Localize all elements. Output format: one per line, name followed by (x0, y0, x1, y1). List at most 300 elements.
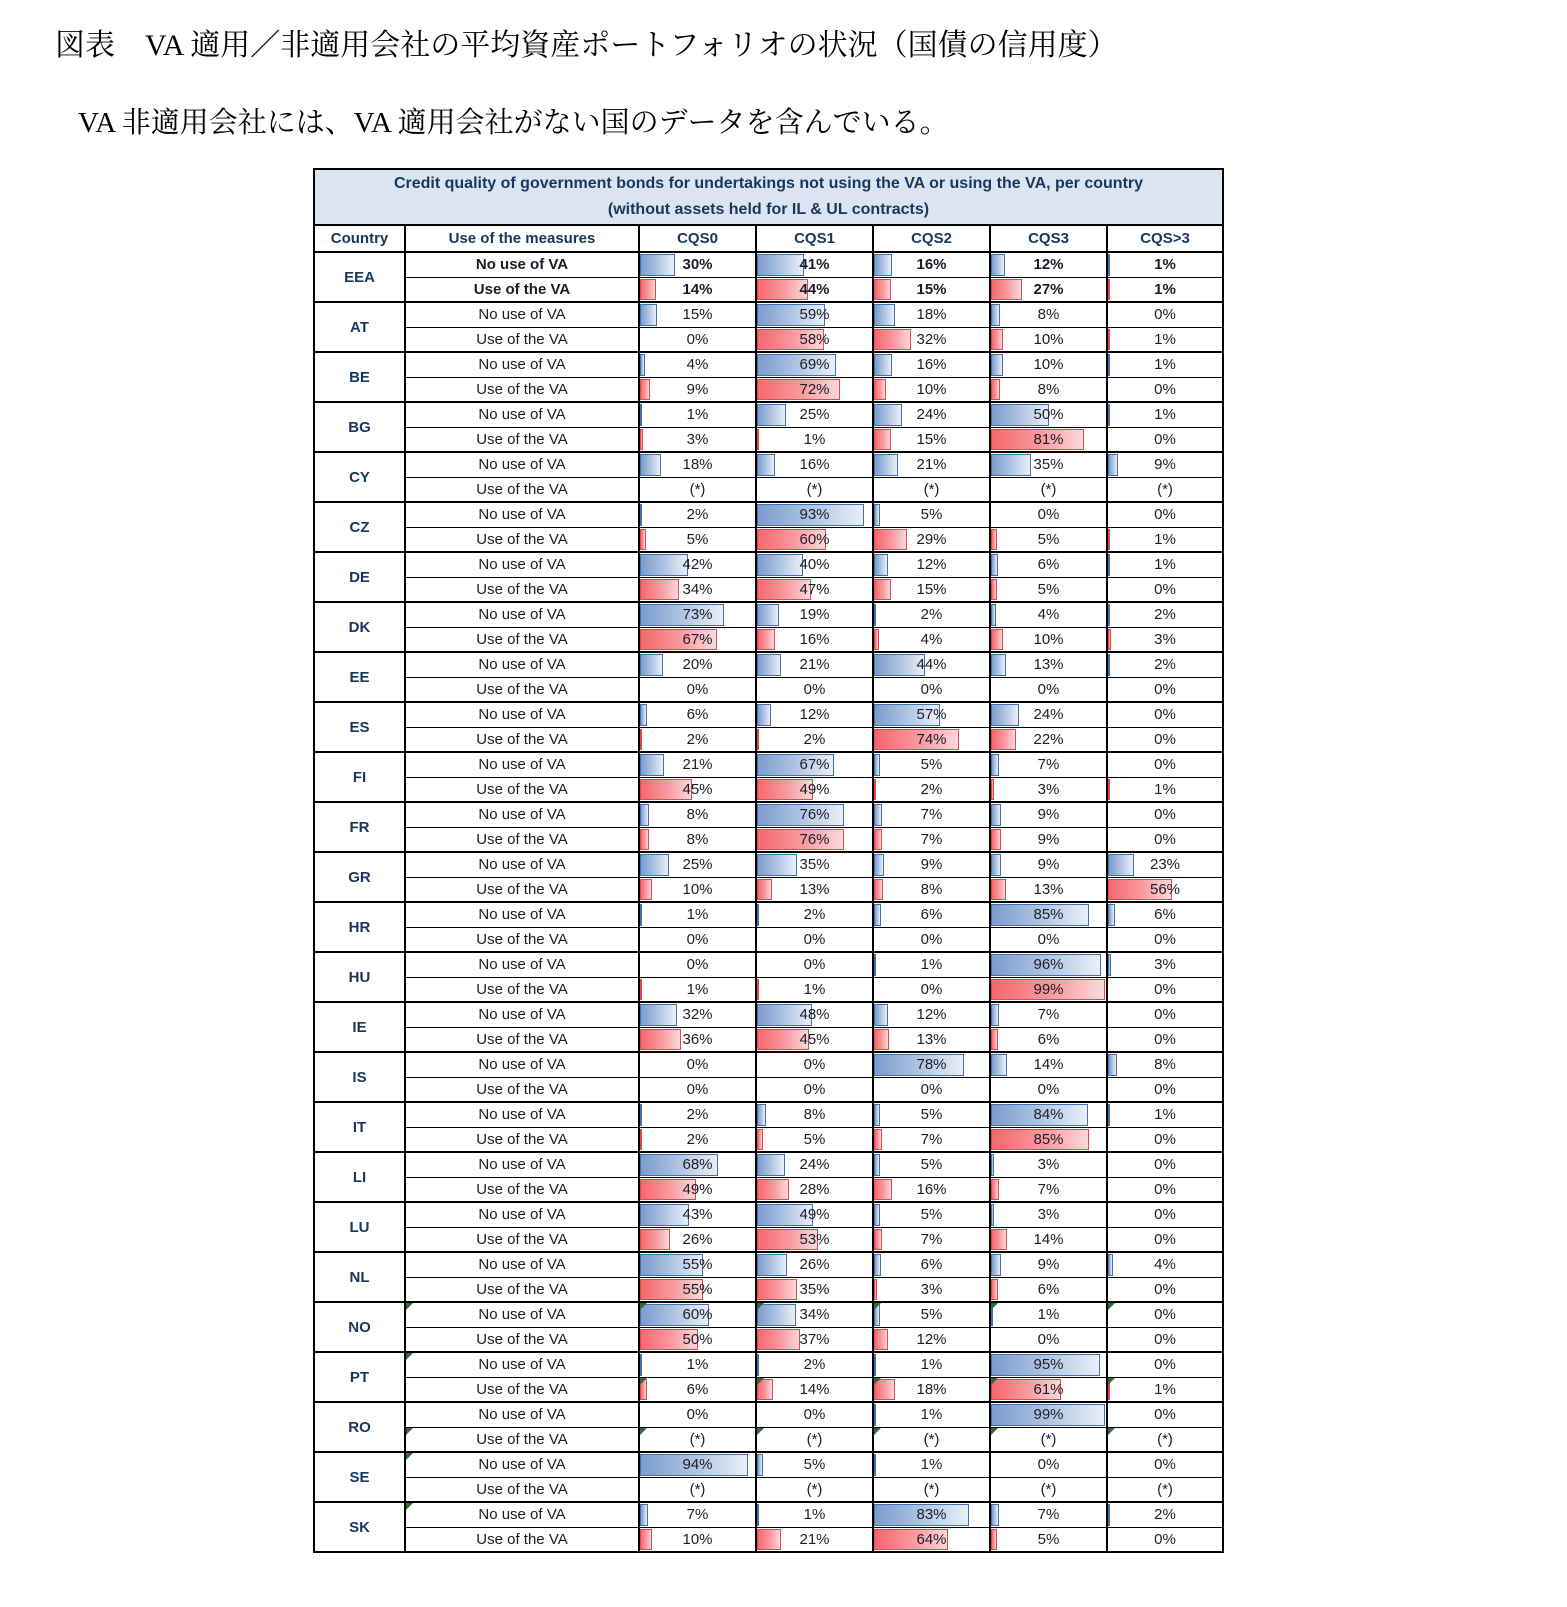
value-text: 0% (1154, 1330, 1176, 1348)
value-cell (1107, 627, 1223, 652)
value-cell (756, 1177, 873, 1202)
value-cell (1107, 577, 1223, 602)
value-text: 6% (1037, 1280, 1060, 1298)
value-text: 0% (1154, 680, 1176, 698)
value-text: 1% (920, 1456, 943, 1474)
value-cell (756, 1327, 873, 1352)
no-use-bar (874, 404, 902, 426)
country-cell-sk: SK (314, 1502, 405, 1552)
country-cell-fi: FI (314, 752, 405, 802)
value-text: 60% (682, 1306, 713, 1324)
value-text: 0% (1154, 1080, 1176, 1098)
value-cell (990, 1427, 1107, 1452)
value-cell (873, 1477, 990, 1502)
value-cell (1107, 1477, 1223, 1502)
value-text: 1% (920, 956, 943, 974)
value-cell (873, 477, 990, 502)
table-title-line1: Credit quality of government bonds for undertakings not using the VA or using the VA, per country (393, 175, 1144, 193)
value-text: 0% (686, 330, 709, 348)
value-text: 3% (1154, 630, 1176, 648)
no-use-bar (874, 754, 880, 776)
value-text: 1% (1154, 356, 1176, 374)
value-cell (756, 277, 873, 302)
value-text: 0% (1154, 706, 1176, 724)
value-text: (*) (923, 1480, 940, 1498)
value-cell (639, 402, 756, 427)
measure-label: No use of VA (405, 402, 639, 427)
value-text: 4% (1154, 1256, 1176, 1274)
green-corner-marker (1108, 1303, 1115, 1310)
value-cell (873, 452, 990, 477)
no-use-bar (874, 354, 892, 376)
no-use-bar (874, 1454, 876, 1476)
value-text: 43% (682, 1206, 713, 1224)
use-bar (757, 1279, 797, 1301)
value-text: 10% (1033, 330, 1064, 348)
value-cell (1107, 1052, 1223, 1077)
no-use-bar (757, 854, 797, 876)
measure-label: No use of VA (405, 302, 639, 327)
measure-label: Use of the VA (405, 1477, 639, 1502)
value-text: 58% (799, 330, 830, 348)
table-row-use (314, 577, 1223, 602)
use-bar (640, 1029, 681, 1051)
green-corner-marker (640, 1378, 647, 1385)
no-use-bar (874, 854, 884, 876)
value-cell (990, 502, 1107, 527)
use-bar (640, 529, 646, 551)
table-row-no-use (314, 702, 1223, 727)
value-text: 21% (799, 1530, 830, 1548)
table-row-no-use (314, 502, 1223, 527)
measure-label: Use of the VA (405, 1277, 639, 1302)
value-text: 0% (1037, 1080, 1060, 1098)
value-text: 0% (686, 1056, 709, 1074)
value-cell (873, 327, 990, 352)
value-cell (990, 327, 1107, 352)
value-text: 8% (1037, 306, 1060, 324)
no-use-bar (1108, 1504, 1110, 1526)
no-use-bar (757, 1504, 759, 1526)
table-title-line2: (without assets held for IL & UL contracts) (607, 201, 930, 218)
measure-label: Use of the VA (405, 377, 639, 402)
value-cell (639, 702, 756, 727)
value-text: 45% (799, 1030, 830, 1048)
use-bar (991, 579, 997, 601)
value-text: 50% (1033, 406, 1064, 424)
value-text: 1% (803, 1506, 826, 1524)
value-cell (873, 927, 990, 952)
value-cell (990, 927, 1107, 952)
value-cell (1107, 377, 1223, 402)
green-corner-marker (640, 1428, 647, 1435)
value-cell (639, 1352, 756, 1377)
value-cell (756, 602, 873, 627)
value-cell (873, 777, 990, 802)
value-cell (639, 577, 756, 602)
table-row-use (314, 777, 1223, 802)
value-cell (756, 952, 873, 977)
value-text: 13% (916, 1030, 947, 1048)
value-cell (1107, 252, 1223, 277)
use-bar (1108, 779, 1110, 801)
no-use-bar (757, 1254, 787, 1276)
no-use-bar (640, 404, 642, 426)
value-text: 8% (920, 880, 943, 898)
value-text: 94% (682, 1456, 713, 1474)
measure-label: No use of VA (405, 852, 639, 877)
green-corner-marker (1108, 1378, 1115, 1385)
value-text: 6% (920, 1256, 943, 1274)
no-use-bar (991, 804, 1001, 826)
country-cell-be: BE (314, 352, 405, 402)
table-row-use (314, 677, 1223, 702)
use-bar (991, 1529, 997, 1551)
value-text: (*) (1157, 1430, 1173, 1448)
value-cell (873, 1177, 990, 1202)
value-text: 6% (1154, 906, 1176, 924)
use-bar (757, 1129, 763, 1151)
value-cell (1107, 1402, 1223, 1427)
measure-label: No use of VA (405, 252, 639, 277)
value-text: 57% (916, 706, 947, 724)
table-row-no-use (314, 402, 1223, 427)
value-text: 2% (803, 906, 826, 924)
use-bar (640, 1129, 642, 1151)
measure-label: Use of the VA (405, 877, 639, 902)
measure-label: Use of the VA (405, 327, 639, 352)
value-cell (990, 852, 1107, 877)
value-cell (1107, 702, 1223, 727)
value-cell (639, 1502, 756, 1527)
value-cell (990, 1502, 1107, 1527)
no-use-bar (991, 1004, 999, 1026)
value-text: 0% (1154, 730, 1176, 748)
value-cell (1107, 1427, 1223, 1452)
use-bar (640, 729, 642, 751)
no-use-bar (640, 1004, 677, 1026)
value-cell (990, 602, 1107, 627)
value-cell (873, 677, 990, 702)
value-cell (990, 577, 1107, 602)
value-text: 99% (1033, 1406, 1064, 1424)
value-cell (990, 1177, 1107, 1202)
no-use-bar (991, 1154, 994, 1176)
no-use-bar (874, 1154, 880, 1176)
no-use-bar (991, 554, 998, 576)
value-cell (756, 252, 873, 277)
country-cell-es: ES (314, 702, 405, 752)
value-cell (873, 1202, 990, 1227)
value-text: 83% (916, 1506, 947, 1524)
value-text: 0% (1154, 1180, 1176, 1198)
value-cell (1107, 652, 1223, 677)
value-cell (1107, 1252, 1223, 1277)
value-text: 4% (686, 356, 709, 374)
value-cell (756, 1302, 873, 1327)
value-text: 3% (920, 1280, 943, 1298)
use-bar (874, 779, 876, 801)
measure-label: Use of the VA (405, 677, 639, 702)
value-text: 0% (1154, 1530, 1176, 1548)
country-cell-lu: LU (314, 1202, 405, 1252)
value-cell (756, 1352, 873, 1377)
no-use-bar (874, 1104, 880, 1126)
value-text: 22% (1033, 730, 1064, 748)
value-text: 24% (799, 1156, 830, 1174)
value-cell (990, 402, 1107, 427)
value-text: 0% (686, 680, 709, 698)
value-text: 35% (799, 1280, 830, 1298)
value-cell (1107, 602, 1223, 627)
value-text: 19% (799, 606, 830, 624)
value-text: 10% (682, 880, 713, 898)
table-row-use (314, 1227, 1223, 1252)
value-text: 7% (1037, 1180, 1060, 1198)
table-row-no-use (314, 1202, 1223, 1227)
value-cell (1107, 1452, 1223, 1477)
value-text: 0% (1154, 306, 1176, 324)
no-use-bar (640, 804, 649, 826)
value-cell (756, 452, 873, 477)
table-row-use (314, 927, 1223, 952)
use-bar (640, 579, 679, 601)
use-bar (874, 1129, 882, 1151)
no-use-bar (874, 1004, 888, 1026)
value-text: 30% (682, 256, 713, 274)
value-text: (*) (806, 1430, 823, 1448)
column-header-row (314, 225, 1223, 252)
value-cell (873, 752, 990, 777)
value-text: 3% (1154, 956, 1176, 974)
value-cell (873, 1427, 990, 1452)
use-bar (757, 629, 775, 651)
value-cell (756, 1052, 873, 1077)
value-text: 1% (1154, 530, 1176, 548)
table-row-use (314, 727, 1223, 752)
value-cell (873, 402, 990, 427)
page-title: 図表 VA 適用／非適用会社の平均資産ポートフォリオの状況（国債の信用度） (55, 29, 1118, 62)
value-cell (990, 427, 1107, 452)
use-bar (991, 379, 1000, 401)
measure-label: Use of the VA (405, 1427, 639, 1452)
value-text: 0% (1154, 830, 1176, 848)
value-text: 72% (799, 380, 830, 398)
value-text: 0% (1037, 1330, 1060, 1348)
use-bar (640, 879, 652, 901)
measure-label: No use of VA (405, 1252, 639, 1277)
no-use-bar (757, 554, 803, 576)
value-text: (*) (923, 1430, 940, 1448)
value-text: 3% (686, 430, 709, 448)
value-text: 0% (1154, 1206, 1176, 1224)
value-cell (990, 477, 1107, 502)
value-cell (990, 1477, 1107, 1502)
value-text: 1% (920, 1356, 943, 1374)
no-use-bar (991, 304, 1000, 326)
page-subtitle: VA 非適用会社には、VA 適用会社がない国のデータを含んでいる。 (78, 107, 949, 139)
value-cell (873, 252, 990, 277)
value-text: 0% (920, 1080, 943, 1098)
value-text: 16% (916, 256, 947, 274)
value-text: 41% (799, 256, 830, 274)
table-title-row (314, 169, 1223, 225)
value-text: 9% (1154, 456, 1176, 474)
value-text: 5% (1037, 530, 1060, 548)
value-text: 0% (803, 680, 826, 698)
value-cell (990, 1252, 1107, 1277)
table-row-no-use (314, 952, 1223, 977)
use-bar (757, 1329, 800, 1351)
value-text: 0% (1154, 580, 1176, 598)
value-text: 1% (1154, 406, 1176, 424)
value-text: 24% (916, 406, 947, 424)
value-cell (990, 1152, 1107, 1177)
value-cell (756, 1152, 873, 1177)
value-cell (873, 352, 990, 377)
value-text: 32% (916, 330, 947, 348)
value-text: 5% (920, 1206, 943, 1224)
value-text: 76% (799, 806, 830, 824)
value-cell (873, 1152, 990, 1177)
value-cell (990, 802, 1107, 827)
value-cell (1107, 1027, 1223, 1052)
no-use-bar (1108, 954, 1111, 976)
value-text: 5% (686, 530, 709, 548)
value-text: 26% (682, 1230, 713, 1248)
no-use-bar (640, 354, 645, 376)
value-text: (*) (923, 480, 940, 498)
value-text: 2% (803, 730, 826, 748)
measure-label: No use of VA (405, 652, 639, 677)
value-cell (1107, 1302, 1223, 1327)
value-cell (639, 1402, 756, 1427)
measure-label: Use of the VA (405, 577, 639, 602)
use-bar (991, 329, 1003, 351)
value-cell (1107, 352, 1223, 377)
value-text: 85% (1033, 906, 1064, 924)
value-text: 1% (1154, 1106, 1176, 1124)
value-cell (873, 1227, 990, 1252)
green-corner-marker (757, 1378, 764, 1385)
no-use-bar (640, 854, 669, 876)
value-text: 0% (803, 956, 826, 974)
value-text: 29% (916, 530, 947, 548)
value-text: 16% (916, 1180, 947, 1198)
value-cell (990, 1277, 1107, 1302)
value-text: 2% (1154, 606, 1176, 624)
value-cell (1107, 1277, 1223, 1302)
measure-label: Use of the VA (405, 1077, 639, 1102)
value-cell (873, 1452, 990, 1477)
table-row-use (314, 1477, 1223, 1502)
green-corner-marker (757, 1428, 764, 1435)
value-cell (639, 477, 756, 502)
use-bar (757, 979, 759, 1001)
no-use-bar (757, 1154, 785, 1176)
no-use-bar (1108, 354, 1110, 376)
value-text: 2% (1154, 1506, 1176, 1524)
measure-label: No use of VA (405, 1302, 639, 1327)
no-use-bar (1108, 604, 1110, 626)
value-text: 8% (1154, 1056, 1176, 1074)
value-text: 15% (916, 430, 947, 448)
country-cell-cy: CY (314, 452, 405, 502)
value-cell (756, 1252, 873, 1277)
measure-label: No use of VA (405, 952, 639, 977)
value-text: 50% (682, 1330, 713, 1348)
value-text: 40% (799, 556, 830, 574)
value-text: 20% (682, 656, 713, 674)
value-cell (639, 1527, 756, 1552)
measure-label: No use of VA (405, 1502, 639, 1527)
value-cell (990, 1202, 1107, 1227)
value-text: 6% (686, 1380, 709, 1398)
table-row-use (314, 477, 1223, 502)
measure-label: Use of the VA (405, 927, 639, 952)
measure-label: No use of VA (405, 1152, 639, 1177)
use-bar (640, 279, 656, 301)
column-header-cqs1: CQS1 (756, 225, 873, 252)
value-cell (756, 1277, 873, 1302)
value-cell (639, 352, 756, 377)
value-text: 0% (920, 930, 943, 948)
value-cell (990, 1327, 1107, 1352)
country-cell-it: IT (314, 1102, 405, 1152)
value-cell (1107, 927, 1223, 952)
no-use-bar (1108, 1054, 1117, 1076)
value-cell (639, 452, 756, 477)
value-cell (1107, 1177, 1223, 1202)
value-cell (756, 977, 873, 1002)
value-cell (756, 577, 873, 602)
value-text: 49% (799, 780, 830, 798)
use-bar (874, 579, 891, 601)
value-text: 85% (1033, 1130, 1064, 1148)
use-bar (757, 1529, 781, 1551)
value-text: 2% (686, 730, 709, 748)
value-cell (639, 252, 756, 277)
table-row-no-use (314, 602, 1223, 627)
value-cell (990, 952, 1107, 977)
column-header-cqs2: CQS2 (873, 225, 990, 252)
value-text: 6% (1037, 1030, 1060, 1048)
value-cell (639, 752, 756, 777)
country-cell-pt: PT (314, 1352, 405, 1402)
value-cell (873, 1502, 990, 1527)
value-text: 0% (686, 956, 709, 974)
value-text: 21% (799, 656, 830, 674)
value-cell (756, 1027, 873, 1052)
value-cell (1107, 1377, 1223, 1402)
value-text: (*) (1157, 480, 1173, 498)
measure-label: No use of VA (405, 1102, 639, 1127)
value-cell (1107, 1227, 1223, 1252)
value-cell (756, 477, 873, 502)
table-row-use (314, 277, 1223, 302)
column-header-cqs-3: CQS>3 (1107, 225, 1223, 252)
value-cell (1107, 1077, 1223, 1102)
value-text: 76% (799, 830, 830, 848)
value-cell (873, 377, 990, 402)
value-text: 0% (1154, 430, 1176, 448)
value-cell (639, 1377, 756, 1402)
value-text: 21% (916, 456, 947, 474)
value-text: 2% (920, 606, 943, 624)
value-text: 1% (1154, 780, 1176, 798)
value-cell (639, 1227, 756, 1252)
value-text: 3% (1037, 1156, 1060, 1174)
